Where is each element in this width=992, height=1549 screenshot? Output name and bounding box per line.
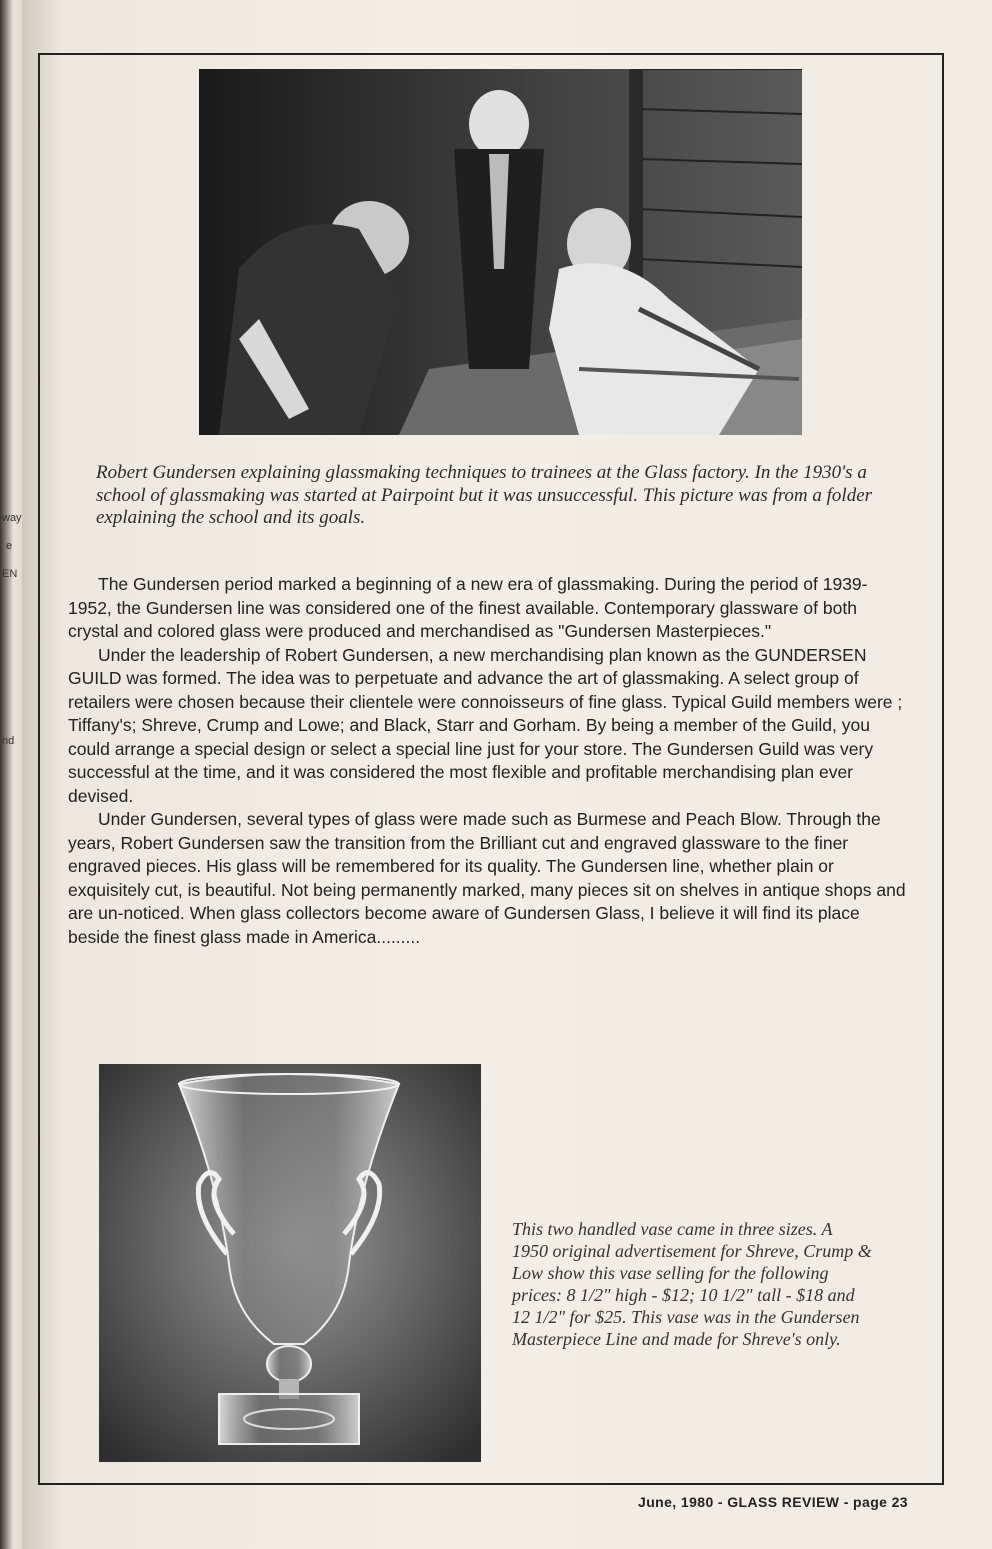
page-footer: June, 1980 - GLASS REVIEW - page 23: [638, 1494, 908, 1510]
edge-fragment: nd: [2, 735, 15, 747]
article-body: [68, 573, 908, 949]
edge-fragment: way: [2, 512, 22, 524]
paragraph: Under Gundersen, several types of glass were made such as Burmese and Peach Blow. Through the years, Robert Gundersen saw the transition from the Brilliant cut and engraved glassware to the finer engraved pieces. His glass will be remembered for its quality. The Gundersen line, whether plain or exquisitely cut, is beautiful. Not being permanently marked, many pieces sit on shelves in antique shops and are un-noticed. When glass collectors become aware of Gundersen Glass, I believe it will find its place beside the finest glass made in America.........: [68, 809, 906, 947]
trainees-photo: [199, 69, 802, 435]
paragraph: Under the leadership of Robert Gundersen, a new merchandising plan known as the GUNDERSEN GUILD was formed. The idea was to perpetuate and advance the art of glassmaking. A select group of retailers were chosen because their clientele were connoisseurs of fine glass. Typical Guild members were ; Tiffany's; Shreve, Crump and Lowe; and Black, Starr and Gorham. By being a member of the Guild, you could arrange a special design or select a special line just for your store. The Gundersen Guild was very successful at the time, and it was considered the most flexible and profitable merchandising plan ever devised.: [68, 644, 903, 806]
edge-fragment: EN: [2, 568, 18, 580]
vase-photo: [99, 1064, 481, 1462]
photo-caption-top: Robert Gundersen explaining glassmaking techniques to trainees at the Glass factory. In the 1930's a school of glassmaking was started at Pairpoint but it was unsuccessful. This picture was from a folder explaining the school and its goals.: [96, 462, 873, 528]
photo-caption-bottom: This two handled vase came in three sizes. A 1950 original advertisement for Shreve, Crump & Low show this vase selling for the following prices: 8 1/2" high - $12; 10 1/2" tall - $18 and 12 1/2" for $25. This vase was in the Gundersen Masterpiece Line and made for Shreve's only.: [512, 1219, 872, 1349]
paragraph: The Gundersen period marked a beginning of a new era of glassmaking. During the period of 1939-1952, the Gundersen line was considered one of the finest available. Contemporary glassware of both crystal and colored glass were produced and merchandised as "Gundersen Masterpieces.": [68, 574, 868, 641]
edge-fragment: e: [6, 540, 13, 552]
